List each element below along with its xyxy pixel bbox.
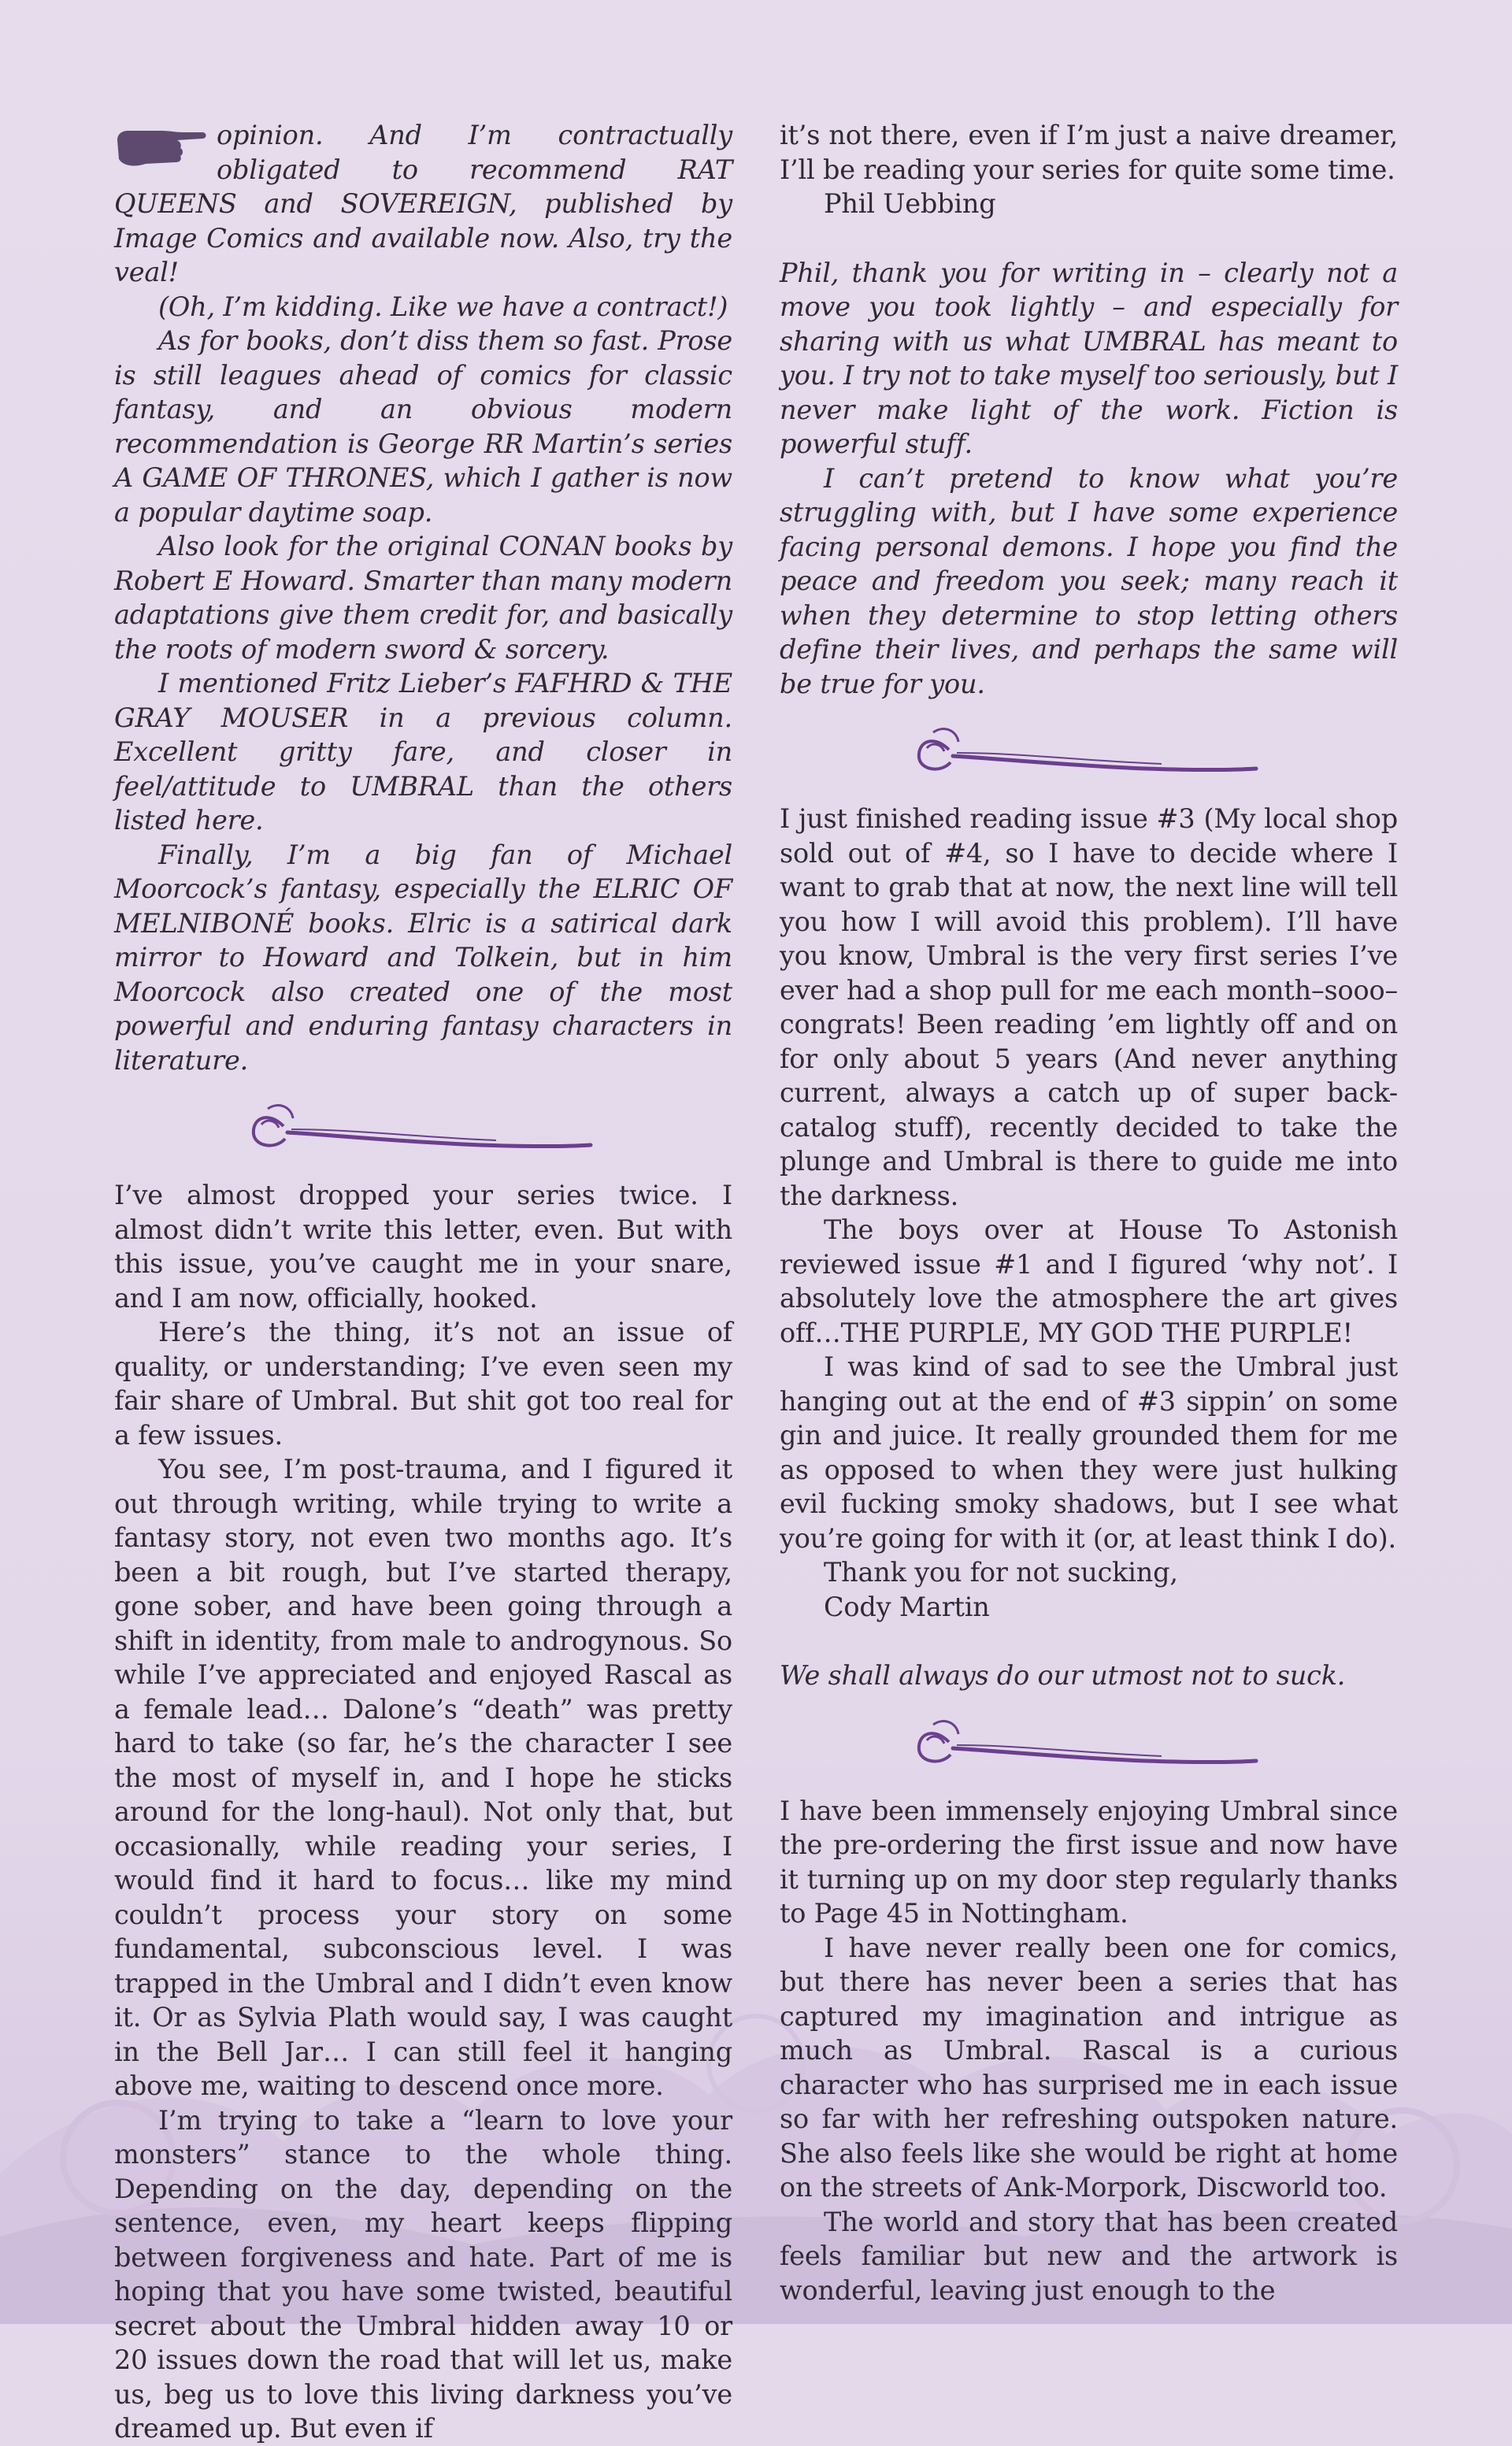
- staff-divider-icon: [910, 718, 1264, 781]
- right-column: [780, 118, 1398, 2307]
- letter-paragraph: I have never really been one for comics, but there has never been a series that has captured my imagination and intrigue as much as Umbral. Rascal is a curious character who has surprised me in each issue so far with her refreshing outspoken nature. She also feels like she would be right at home on the streets of Ank-Morpork, Discworld too.: [780, 1932, 1398, 2203]
- letter-paragraph: I was kind of sad to see the Umbral just hanging out at the end of #3 sippin’ on some gin and juice. It really grounded them for me as opposed to when they were just hulking evil fucking smoky shadows, but I see what you’re going for with it (or, at least think I do).: [780, 1351, 1398, 1554]
- reply-paragraph: (Oh, I’m kidding. Like we have a contract!): [158, 291, 728, 322]
- letter-paragraph: Here’s the thing, it’s not an issue of quality, or understanding; I’ve even seen my fair share of Umbral. But shit got too real for a few issues.: [114, 1317, 732, 1451]
- reply-paragraph: Phil, thank you for writing in – clearly not a move you took lightly – and especially for sharing with us what UMBRAL has meant to you. I try not to take myself too seriously, but I never make light of the work. Fiction is powerful stuff.: [780, 257, 1398, 459]
- reply-paragraph: Also look for the original CONAN books by Robert E Howard. Smarter than many modern adaptations give them credit for, and basically the roots of modern sword & sorcery.: [114, 531, 732, 665]
- letter-paragraph: You see, I’m post-trauma, and I figured it out through writing, while trying to write a fantasy story, not even two months ago. It’s been a bit rough, but I’ve started therapy, gone sober, and have been going through a shift in identity, from male to androgynous. So while I’ve appreciated and enjoyed Rascal as a female lead… Dalone’s “death” was pretty hard to take (so far, he’s the character I see the most of myself in, and I hope he sticks around for the long-haul). Not only that, but occasionally, while reading your series, I would find it hard to focus… like my mind couldn’t process your story on some fundamental, subconscious level. I was trapped in the Umbral and I didn’t even know it. Or as Sylvia Plath would say, I was caught in the Bell Jar… I can still feel it hanging above me, waiting to descend once more.: [114, 1454, 732, 2101]
- letter-signature: Cody Martin: [824, 1591, 990, 1622]
- letter-paragraph: I have been immensely enjoying Umbral since the pre-ordering the first issue and now have it turning up on my door step regularly thanks to Page 45 in Nottingham.: [780, 1795, 1398, 1929]
- letter-signature: Thank you for not sucking,: [824, 1557, 1178, 1588]
- staff-divider-icon: [910, 1710, 1264, 1773]
- left-column: [114, 118, 732, 2446]
- reply-paragraph: opinion. And I’m contractually obligated to recommend RAT QUEENS and SOVEREIGN, published by Image Comics and available now. Also, try the veal!: [114, 120, 732, 287]
- letter-paragraph: The boys over at House To Astonish reviewed issue #1 and I figured ‘why not’. I absolutely love the atmosphere the art gives off…THE PURPLE, MY GOD THE PURPLE!: [780, 1214, 1398, 1348]
- letter-paragraph: it’s not there, even if I’m just a naive dreamer, I’ll be reading your series for quite some time.: [780, 120, 1398, 185]
- letter-paragraph: I’m trying to take a “learn to love your monsters” stance to the whole thing. Depending on the day, depending on the sentence, even, my heart keeps flipping between forgiveness and hate. Part of me is hoping that you have some twisted, beautiful secret about the Umbral hidden away 10 or 20 issues down the road that will let us, make us, beg us to love this living darkness you’ve dreamed up. But even if: [114, 2104, 732, 2444]
- reply-paragraph: I can’t pretend to know what you’re struggling with, but I have some experience facing personal demons. I hope you find the peace and freedom you seek; many reach it when they determine to stop letting others define their lives, and perhaps the same will be true for you.: [780, 462, 1398, 699]
- staff-divider-icon: [244, 1095, 598, 1158]
- reply-paragraph: As for books, don’t diss them so fast. Prose is still leagues ahead of comics for classic fantasy, and an obvious modern recommendation is George RR Martin’s series A GAME OF THRONES, which I gather is now a popular daytime soap.: [114, 325, 732, 528]
- letter-signature: Phil Uebbing: [824, 188, 996, 219]
- pointing-hand-icon: [114, 124, 209, 172]
- reply-paragraph: Finally, I’m a big fan of Michael Moorcock’s fantasy, especially the ELRIC OF MELNIBONÉ books. Elric is a satirical dark mirror to Howard and Tolkein, but in him Moorcock also created one of the most powerful and enduring fantasy characters in literature.: [114, 839, 732, 1076]
- letter-paragraph: The world and story that has been created feels familiar but new and the artwork is wonderful, leaving just enough to the: [780, 2206, 1398, 2306]
- reply-paragraph: We shall always do our utmost not to suck.: [780, 1660, 1346, 1691]
- letter-paragraph: I’ve almost dropped your series twice. I almost didn’t write this letter, even. But with this issue, you’ve caught me in your snare, and I am now, officially, hooked.: [114, 1180, 732, 1314]
- reply-paragraph: I mentioned Fritz Lieber’s FAFHRD & THE GRAY MOUSER in a previous column. Excellent gritty fare, and closer in feel/attitude to UMBRAL than the others listed here.: [114, 668, 732, 836]
- letter-paragraph: I just finished reading issue #3 (My local shop sold out of #4, so I have to decide where I want to grab that at now, the next line will tell you how I will avoid this problem). I’ll have you know, Umbral is the very first series I’ve ever had a shop pull for me each month–sooo–congrats! Been reading ’em lightly off and on for only about 5 years (And never anything current, always a catch up of super back-catalog stuff), recently decided to take the plunge and Umbral is there to guide me into the darkness.: [780, 803, 1398, 1211]
